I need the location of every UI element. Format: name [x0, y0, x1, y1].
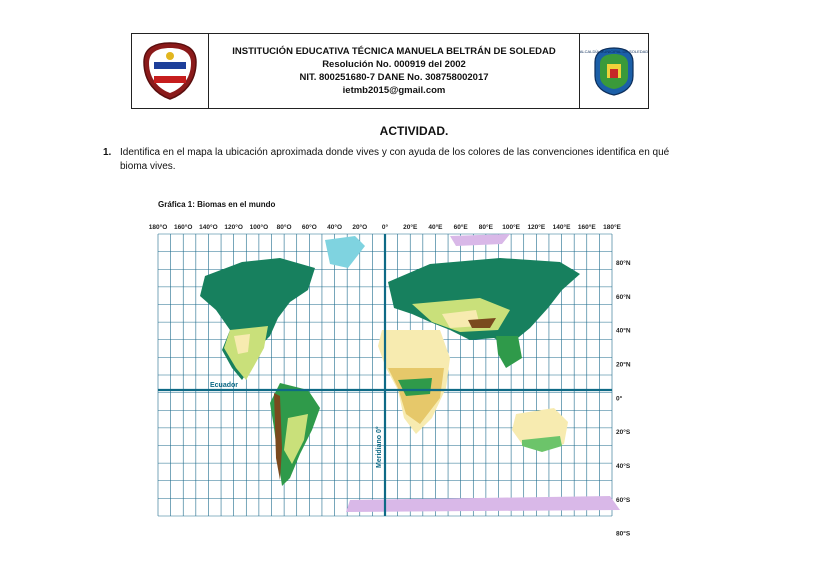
longitude-label: 80°O	[276, 224, 292, 231]
greenland-shape	[325, 236, 365, 268]
longitude-label: 180°E	[603, 224, 621, 231]
latitude-label: 40°N	[616, 327, 631, 335]
svg-text:ALCALDÍA MUNICIPAL DE SOLEDAD: ALCALDÍA MUNICIPAL DE SOLEDAD	[579, 49, 649, 54]
latitude-label: 60°S	[616, 496, 631, 504]
longitude-label: 160°E	[577, 224, 596, 231]
north-america-shape	[200, 258, 315, 380]
equator-label: Ecuador	[210, 382, 239, 389]
question-1	[103, 146, 693, 174]
longitude-label: 20°E	[403, 224, 418, 231]
question-text: Identifica en el mapa la ubicación aproximada donde vives y con ayuda de los colores de las convenciones identifica en qué bioma vives.	[120, 147, 670, 172]
activity-title: ACTIVIDAD.	[379, 124, 449, 138]
biome-world-map	[148, 218, 640, 538]
header-box	[131, 33, 649, 109]
institution-info	[209, 34, 579, 108]
longitude-label: 0°	[381, 224, 389, 231]
longitude-label: 40°O	[327, 224, 343, 231]
latitude-label: 80°N	[616, 259, 631, 267]
longitude-label: 140°E	[552, 224, 571, 231]
latitude-label: 60°N	[616, 293, 631, 301]
question-number: 1.	[103, 147, 112, 158]
latitude-label: 20°N	[616, 361, 631, 369]
longitude-label: 120°O	[224, 224, 243, 231]
latitude-label: 20°S	[616, 429, 631, 437]
municipal-logo-cell	[579, 34, 648, 108]
longitude-label: 40°E	[428, 224, 443, 231]
arctic-ice	[450, 234, 510, 246]
longitude-label: 100°E	[502, 224, 521, 231]
southeast-asia	[496, 336, 522, 368]
longitude-label: 140°O	[199, 224, 218, 231]
north-america-south	[224, 326, 268, 380]
resolution-text: Resolución No. 000919 del 2002	[322, 59, 466, 70]
longitude-label: 20°O	[352, 224, 368, 231]
map-caption: Gráfica 1: Biomas en el mundo	[158, 200, 276, 209]
latitude-label: 80°S	[616, 530, 631, 538]
school-logo-cell	[132, 34, 209, 108]
municipal-seal-logo	[579, 44, 649, 98]
map-figure	[148, 218, 640, 538]
longitude-label: 160°O	[173, 224, 193, 231]
institution-name: INSTITUCIÓN EDUCATIVA TÉCNICA MANUELA BELTRÁN DE SOLEDAD	[232, 46, 556, 57]
longitude-label: 60°E	[453, 224, 468, 231]
longitude-label: 60°O	[301, 224, 317, 231]
longitude-label: 180°O	[148, 224, 168, 231]
nit-text: NIT. 800251680-7 DANE No. 308758002017	[299, 72, 489, 83]
longitude-label: 100°O	[249, 224, 269, 231]
latitude-label: 0°	[616, 395, 623, 403]
meridian-label: Meridiano 0°	[376, 426, 383, 468]
email-text: ietmb2015@gmail.com	[342, 85, 446, 96]
school-shield-logo	[139, 40, 201, 102]
longitude-label: 120°E	[527, 224, 546, 231]
longitude-label: 80°E	[478, 224, 493, 231]
latitude-label: 40°S	[616, 462, 631, 470]
